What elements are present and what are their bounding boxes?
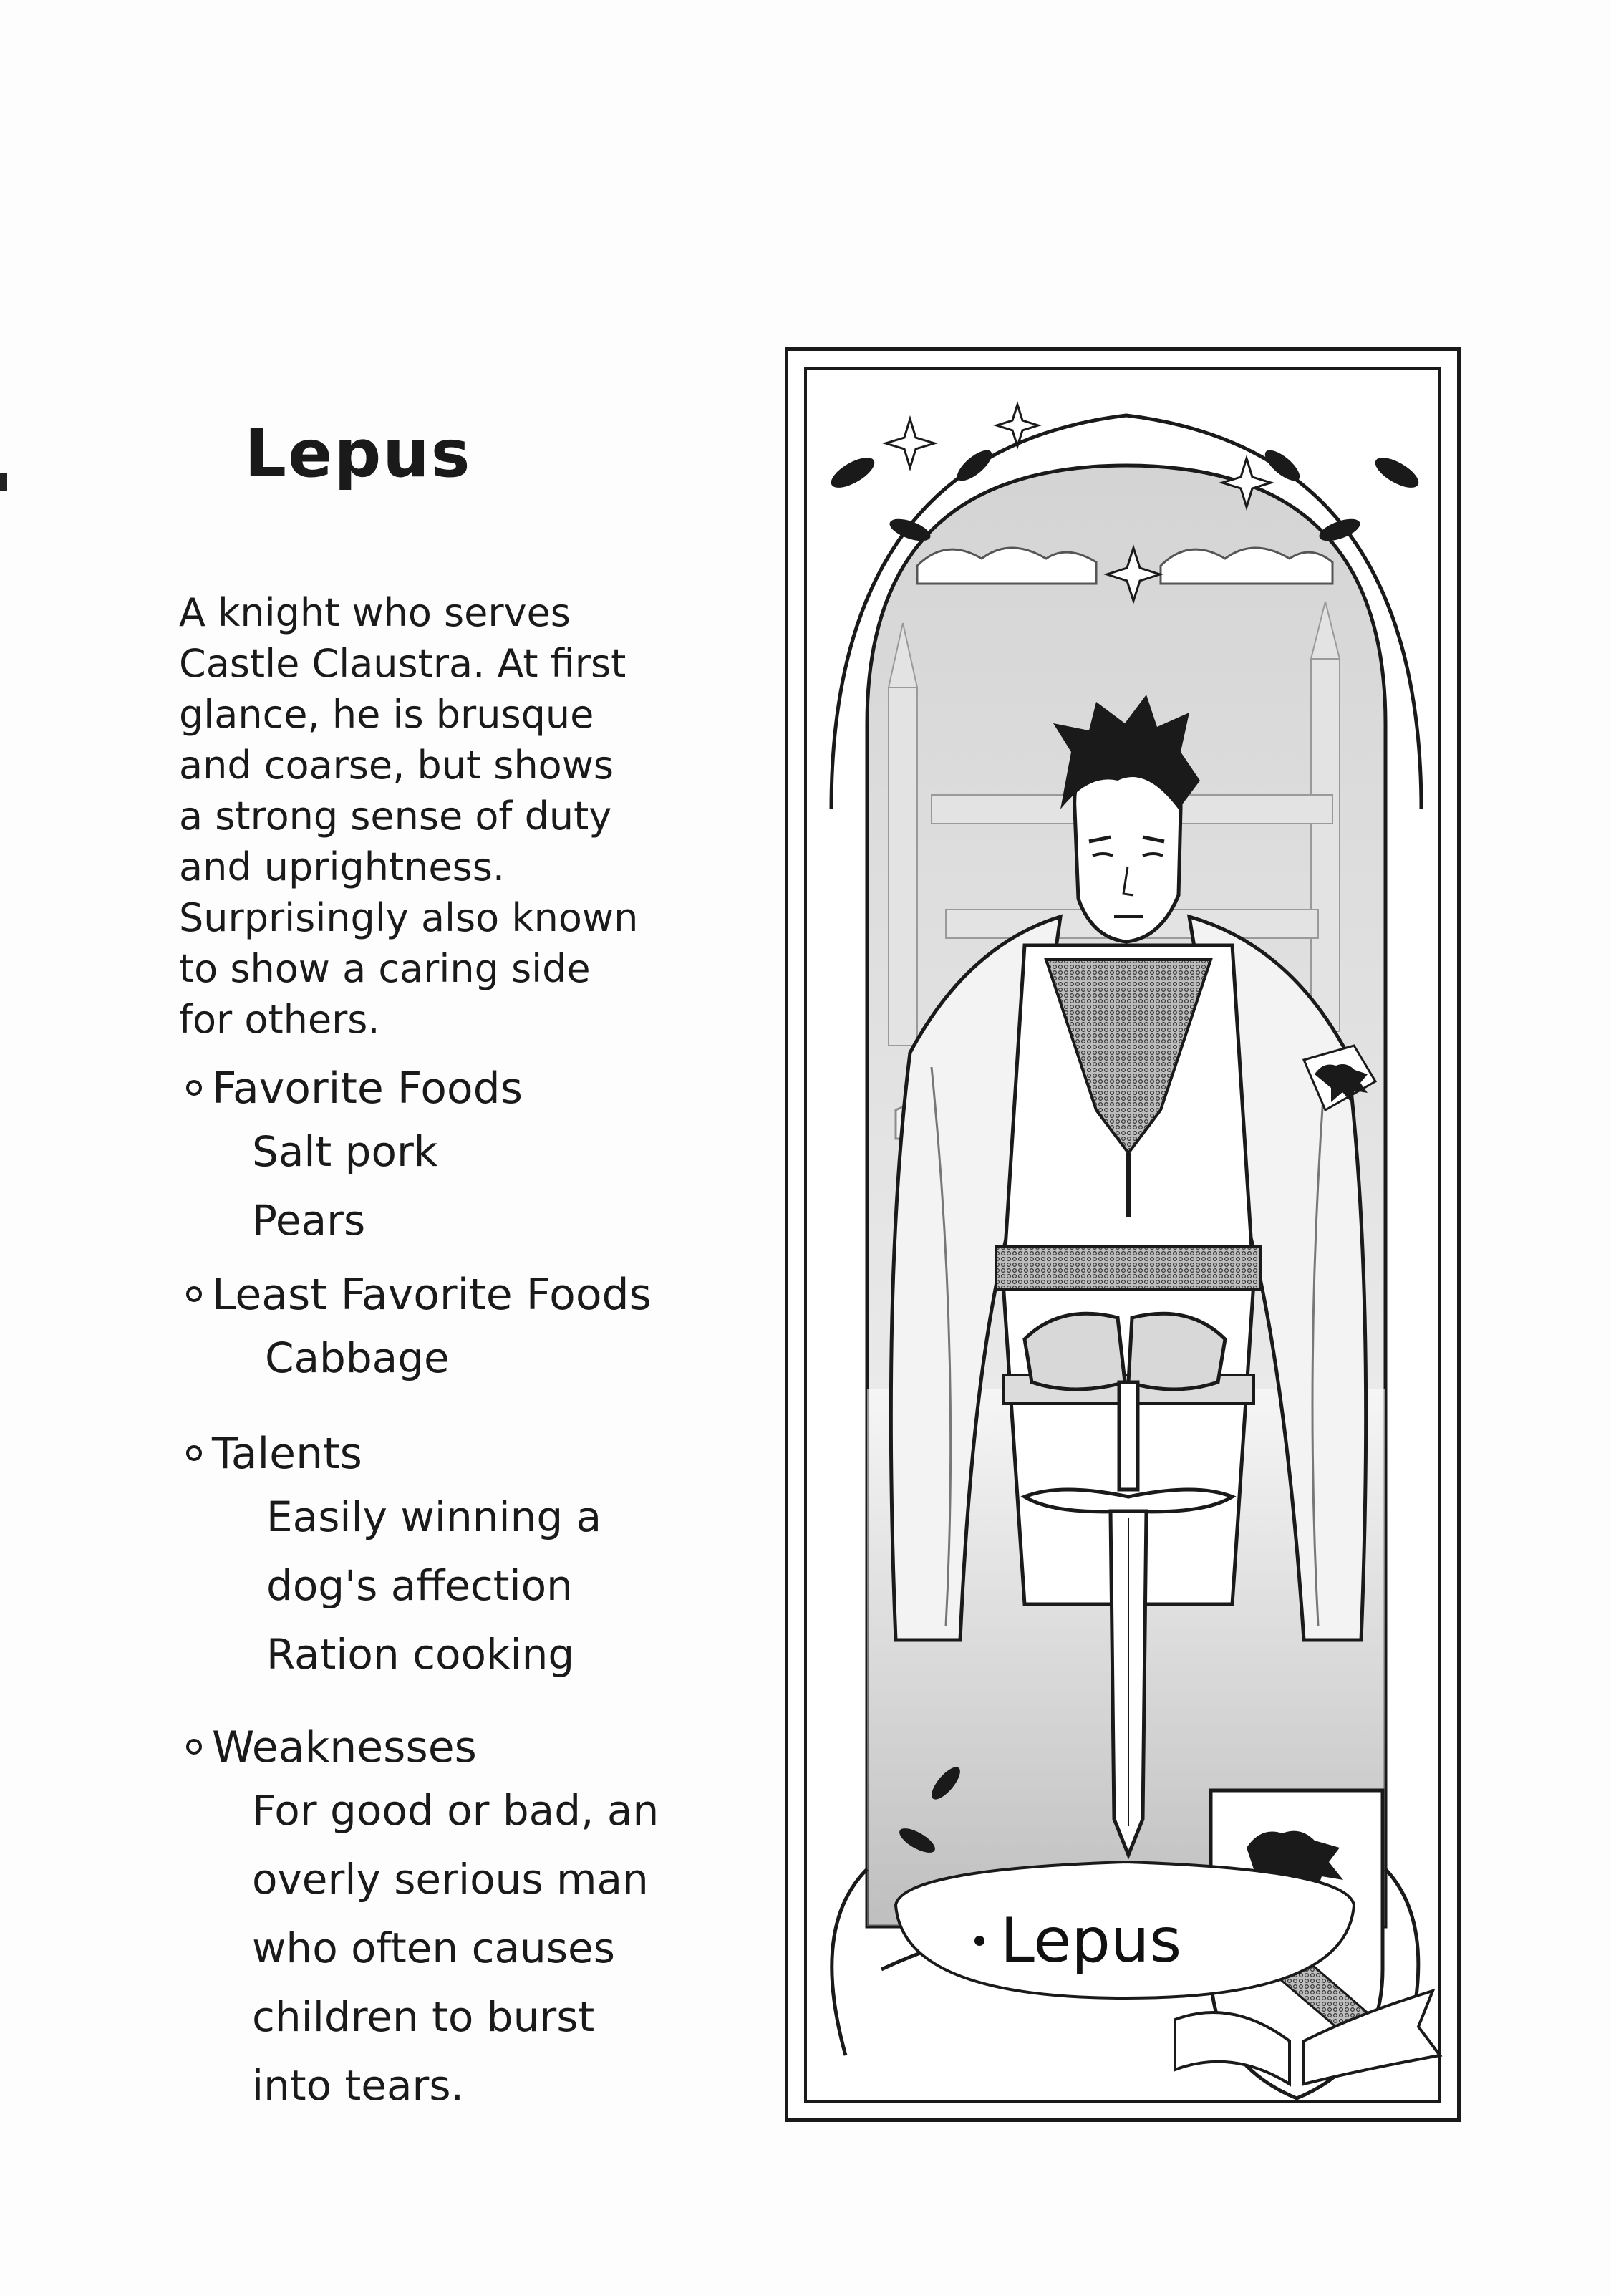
character-illustration-card	[785, 347, 1461, 2122]
weaknesses-heading	[186, 1719, 659, 1776]
favorite-foods-heading-text: Favorite Foods	[212, 1063, 523, 1114]
bullet-icon	[186, 1286, 202, 1302]
talents-section	[186, 1425, 601, 1689]
card-name-text: Lepus	[1000, 1905, 1182, 1977]
least-favorite-foods-section	[186, 1266, 652, 1392]
profile-title: Lepus	[244, 415, 472, 492]
favorite-foods-section	[186, 1060, 523, 1255]
bullet-icon	[186, 1739, 202, 1755]
bullet-dot-icon	[974, 1936, 984, 1946]
favorite-foods-heading	[186, 1060, 523, 1117]
least-favorite-foods-heading-text: Least Favorite Foods	[212, 1270, 652, 1320]
page-edge-mark	[0, 473, 7, 491]
talents-heading-text: Talents	[212, 1429, 362, 1479]
character-illustration	[788, 351, 1464, 2126]
weaknesses-section	[186, 1719, 659, 2120]
weaknesses-heading-text: Weaknesses	[212, 1722, 477, 1772]
favorite-foods-list: Salt pork Pears	[252, 1127, 438, 1245]
talents-heading	[186, 1425, 601, 1482]
bullet-icon	[186, 1445, 202, 1461]
weaknesses-list: For good or bad, an overly serious man who often causes children to burst into tears.	[252, 1786, 659, 2110]
card-name-label	[974, 1905, 1181, 1977]
least-favorite-foods-list: Cabbage	[265, 1333, 450, 1382]
talents-list: Easily winning a dog's affection Ration cooking	[266, 1492, 602, 1679]
least-favorite-foods-heading	[186, 1266, 652, 1323]
bullet-icon	[186, 1080, 202, 1096]
profile-description: A knight who serves Castle Claustra. At first glance, he is brusque and coarse, but shows a strong sense of duty and uprightness. Surprisingly also known to show a caring side for others.	[179, 590, 639, 1042]
